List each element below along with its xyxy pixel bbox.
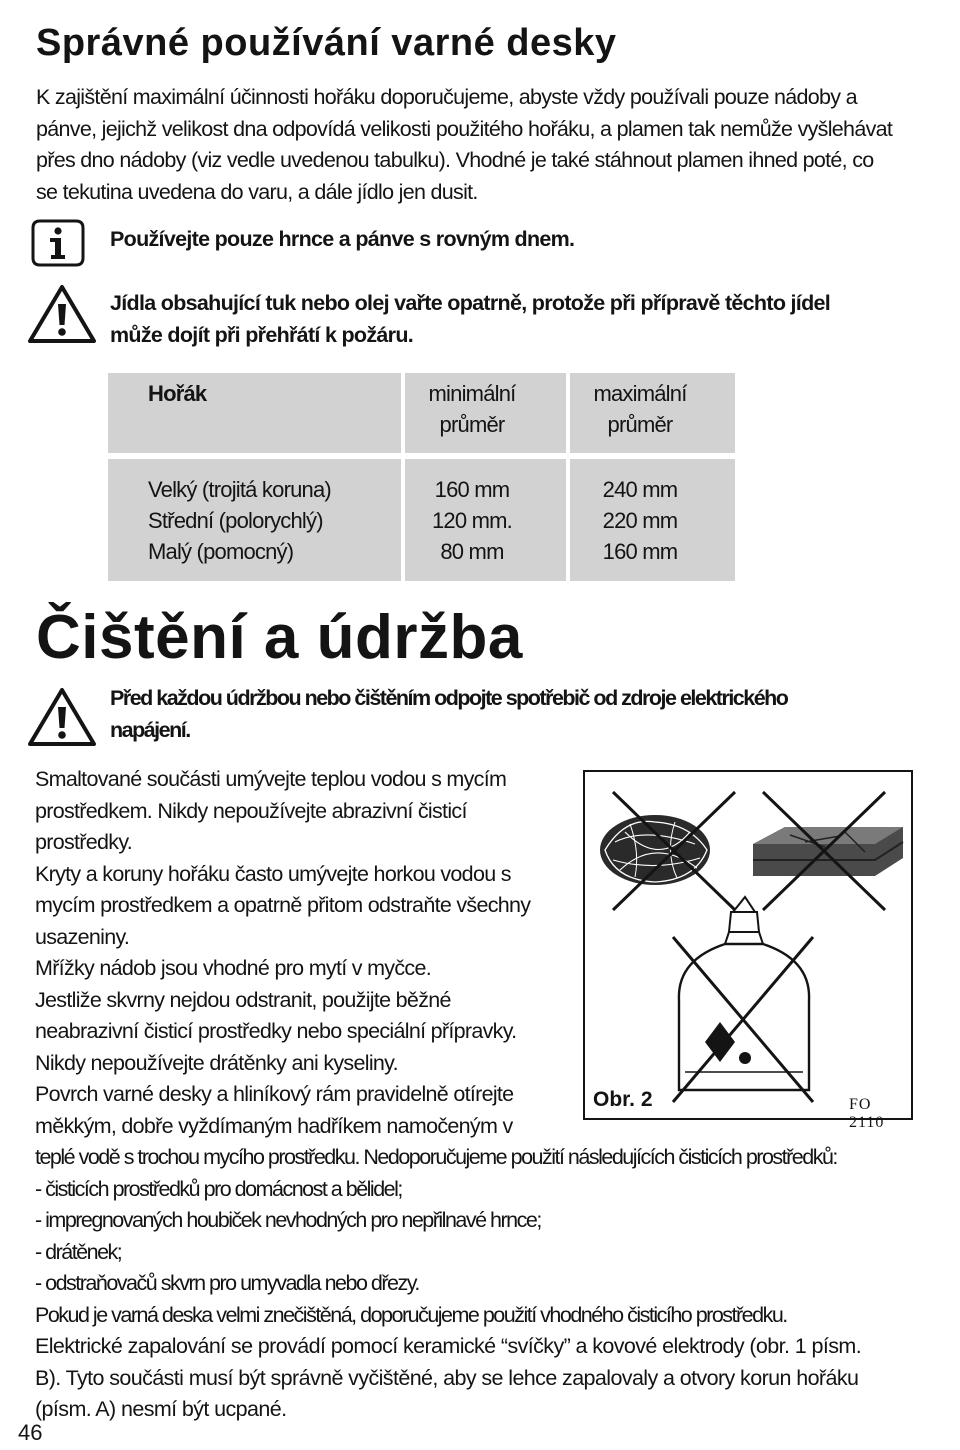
intro-line: K zajištění maximální účinnosti hořáku doporučujeme, abyste vždy používali pouze nádoby a — [36, 85, 857, 109]
header-max — [570, 378, 710, 440]
header-burner: Hořák — [148, 381, 207, 406]
cell-min: 80 mm — [440, 539, 504, 564]
text-line: B). Tyto součásti musí být správně vyčištěné, aby se lehce zapalovaly a otvory korun hořáku — [35, 1365, 859, 1390]
cell-burner: Velký (trojitá koruna) — [148, 477, 331, 502]
cleaning-products-illustration — [585, 772, 911, 1118]
cleaning-text-narrow — [35, 764, 530, 1142]
text-line: měkkým, dobře vyždímaným hadříkem namočeným v — [35, 1113, 513, 1138]
cleaning-text-full — [35, 1142, 861, 1426]
cell-burner: Střední (polorychlý) — [148, 508, 323, 533]
figure-label: Obr. 2 — [593, 1088, 653, 1111]
text-line: prostředky. — [35, 830, 133, 854]
text-line: usazeniny. — [35, 924, 130, 949]
cell-min: 160 mm — [434, 477, 510, 502]
scouring-sponge-illustration — [753, 827, 903, 876]
warning-icon — [26, 685, 98, 749]
info-note: Používejte pouze hrnce a pánve s rovným dnem. — [110, 227, 575, 251]
header-min-line: minimální — [428, 381, 516, 406]
text-line: (písm. A) nesmí být ucpané. — [35, 1397, 287, 1421]
cleaner-bottle-illustration — [679, 897, 809, 1090]
table-column-max — [570, 474, 710, 567]
text-line: - odstraňovačů skvrn pro umyvadla nebo dřezy. — [35, 1271, 419, 1295]
warning-icon — [26, 282, 98, 346]
text-line: teplé vodě s trochou mycího prostředku. Nedoporučujeme použití následujících čisticích prostředků: — [35, 1145, 837, 1169]
warning-line: Před každou údržbou nebo čištěním odpojte spotřebič od zdroje elektrického — [110, 686, 788, 710]
table-column-min — [405, 474, 539, 567]
figure-code: FO 2110 — [849, 1096, 885, 1131]
cell-max: 160 mm — [602, 539, 678, 564]
header-max-line: průměr — [607, 412, 673, 437]
text-line: Jestliže skvrny nejdou odstranit, použijte běžné — [35, 987, 451, 1012]
warning-line: může dojít při přehřátí k požáru. — [110, 322, 414, 347]
steel-wool-illustration — [600, 815, 710, 885]
header-min-line: průměr — [439, 412, 505, 437]
info-icon — [30, 218, 86, 268]
text-line: Pokud je varná deska velmi znečištěná, doporučujeme použití vhodného čisticího prostředku. — [35, 1302, 787, 1327]
cleaning-title: Čištění a údržba — [36, 603, 523, 672]
figure-obr-2 — [583, 770, 913, 1131]
text-line: Kryty a koruny hořáku často umývejte horkou vodou s — [35, 861, 511, 886]
warning-line: napájení. — [110, 717, 190, 742]
page-number: 46 — [18, 1420, 43, 1445]
cell-min: 120 mm. — [432, 508, 512, 533]
cell-max: 220 mm — [602, 508, 678, 533]
intro-line: se tekutina uvedena do varu, a dále jídlo jen dusit. — [36, 179, 478, 204]
text-line: Mřížky nádob jsou vhodné pro mytí v myčce. — [35, 956, 431, 980]
intro-line: přes dno nádoby (viz vedle uvedenou tabulku). Vhodné je také stáhnout plamen ihned poté, co — [36, 148, 874, 172]
intro-line: pánve, jejichž velikost dna odpovídá velikosti použitého hořáku, a plamen tak nemůže vyšlehávat — [36, 116, 893, 141]
text-line: - impregnovaných houbiček nevhodných pro nepřilnavé hrnce; — [35, 1208, 541, 1232]
text-line: Elektrické zapalování se provádí pomocí keramické “svíčky” a kovové elektrody (obr. 1 písm. — [35, 1334, 862, 1358]
warning-line: Jídla obsahující tuk nebo olej vařte opatrně, protože při přípravě těchto jídel — [110, 291, 831, 315]
cell-burner: Malý (pomocný) — [148, 539, 294, 564]
text-line: - čisticích prostředků pro domácnost a bělidel; — [35, 1176, 402, 1201]
header-min — [405, 378, 539, 440]
text-line: mycím prostředkem a opatrně přitom odstraňte všechny — [35, 893, 531, 917]
text-line: - drátěnek; — [35, 1239, 122, 1264]
text-line: Povrch varné desky a hliníkový rám pravidelně otírejte — [35, 1082, 514, 1106]
usage-warning — [110, 288, 830, 351]
text-line: neabrazivní čisticí prostředky nebo speciální přípravky. — [35, 1019, 517, 1043]
text-line: prostředkem. Nikdy nepoužívejte abrazivní čisticí — [35, 798, 467, 823]
usage-title: Správné používání varné desky — [36, 22, 617, 64]
table-row — [148, 474, 331, 567]
header-max-line: maximální — [593, 381, 687, 406]
text-line: Nikdy nepoužívejte drátěnky ani kyseliny. — [35, 1050, 398, 1075]
text-line: Smaltované součásti umývejte teplou vodou s mycím — [35, 767, 507, 791]
cleaning-warning — [110, 683, 787, 746]
usage-intro — [36, 82, 892, 208]
cell-max: 240 mm — [602, 477, 678, 502]
